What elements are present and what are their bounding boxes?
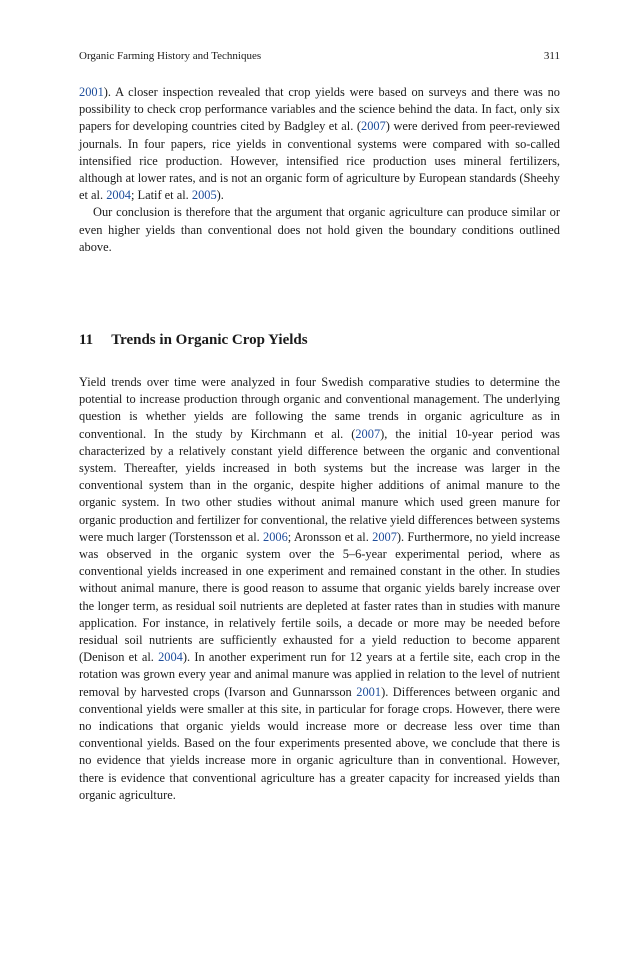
section-heading [79,332,308,349]
text-run: ). Differences between organic and conventional yields were smaller at this site, in particular for forage crops. However, there were no indications that organic yields would increase more or decrease less over time than conventional yields. Based on the four experiments presented above, we conclude that there is no evidence that yields increase more in organic agriculture than in conventional. However, there is evidence that conventional agriculture has a greater capacity for increased yields than organic agriculture. [79,684,561,802]
section-number: 11 [79,332,94,348]
conclusion-paragraph [79,204,560,256]
citation-link[interactable]: 2005 [191,188,217,203]
running-head [79,50,560,62]
page-number: 311 [543,50,560,62]
running-head-title: Organic Farming History and Techniques [79,50,262,62]
citation-link[interactable]: 2006 [263,529,288,544]
citation-link[interactable]: 2001 [79,85,104,99]
text-run: ) were derived from peer-reviewed journals. In four papers, rice yields in conventional systems were compared with so-called intensified rice production. However, intensified rice production uses mineral fertilizers, although at lower rates, and is not an organic form of agriculture by European standards (Sheehy et al. [79,119,561,203]
citation-link[interactable]: 2001 [356,684,382,699]
section-paragraph [79,374,560,804]
text-run: ). In another experiment run for 12 years at a fertile site, each crop in the rotation was grown every year and animal manure was applied in relation to the level of nutrient removal by harvested crops (Ivarson and Gunnarsson [79,650,560,699]
top-paragraph [79,84,560,204]
text-run: Yield trends over time were analyzed in four Swedish comparative studies to determine the potential to increase production through organic and conventional management. The underlying question is whether yields are following the same trends in organic agriculture as in conventional. In the study by Kirchmann et al. ( [79,375,560,441]
citation-link[interactable]: 2007 [355,426,381,441]
text-run: ), the initial 10-year period was characterized by a relatively constant yield difference between the organic and conventional system. Thereafter, yields increased in both systems but the increase was larger in the conventional system than in the organic, despite higher additions of animal manure to the organic system. In two other studies without animal manure which used green manure for organic production and fertilizer for conventional, the relative yield differences between systems were much larger (Torstensson et al. [79,426,560,544]
text-run: ; Latif et al. [130,188,192,203]
text-run: ). Furthermore, no yield increase was observed in the organic system over the 5–6-year experimental period, where as conventional yields increased in one experiment and remained constant in the other. In studies without animal manure, there is good reason to assume that organic yields barely increase over the longer term, as residual soil nutrients are depleted at faster rates than in studies with manure application. For instance, in relatively fertile soils, a decade or more may be needed before residual soil nutrients are sufficiently exhausted for a yield reduction to become apparent (Denison et al. [79,529,560,665]
text-run: Our conclusion is therefore that the argument that organic agriculture can produce similar or even higher yields than conventional does not hold given the boundary conditions outlined above. [79,205,560,254]
text-run: ). [216,188,224,203]
section-text-block [79,374,560,804]
text-run: ; Aronsson et al. [287,529,373,544]
citation-link[interactable]: 2004 [158,650,183,665]
section-title: Trends in Organic Crop Yields [111,332,308,348]
citation-link[interactable]: 2007 [372,529,397,544]
citation-link[interactable]: 2004 [106,188,131,203]
text-run: ). A closer inspection revealed that crop yields were based on surveys and there was no possibility to check crop performance variables and the science behind the data. In fact, only six papers for developing countries cited by Badgley et al. ( [79,85,560,134]
top-text-block [79,84,560,256]
citation-link[interactable]: 2007 [361,119,386,134]
